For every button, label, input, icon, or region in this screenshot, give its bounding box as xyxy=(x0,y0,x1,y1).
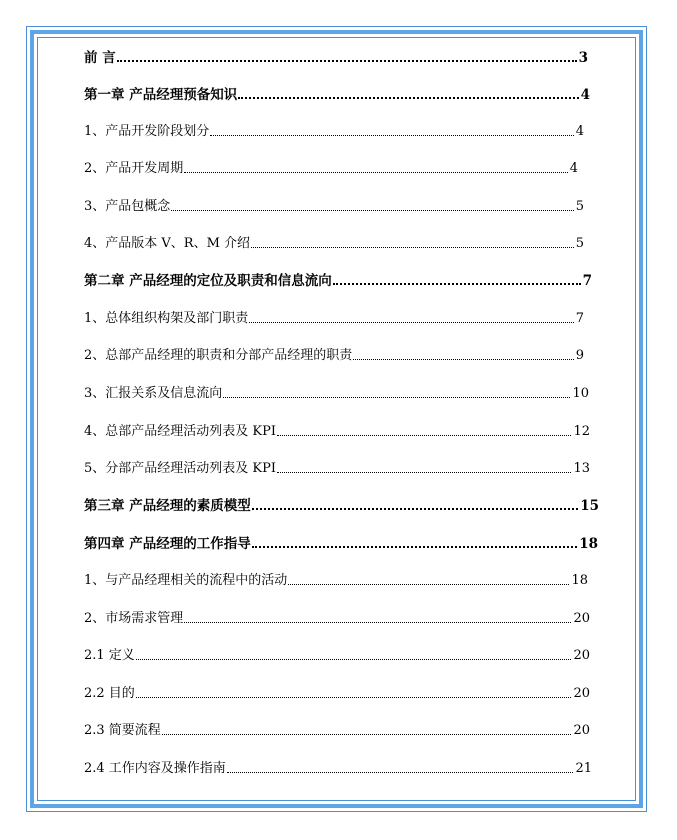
toc-entry[interactable] xyxy=(84,567,588,589)
toc-entry[interactable] xyxy=(84,680,590,702)
toc-page-number: 15 xyxy=(580,498,599,514)
toc-dot-leader xyxy=(171,209,573,211)
toc-dot-leader xyxy=(353,358,573,360)
toc-entry-title: 2.1 定义 xyxy=(84,648,135,663)
toc-dot-leader xyxy=(117,59,577,62)
toc-dot-leader xyxy=(210,134,573,136)
toc-entry-title: 2、总部产品经理的职责和分部产品经理的职责 xyxy=(84,348,353,363)
toc-heading[interactable] xyxy=(84,530,598,552)
toc-entry-title: 第三章 产品经理的素质模型 xyxy=(84,498,251,514)
toc-entry-title: 2、产品开发周期 xyxy=(84,161,184,176)
toc-page-number: 20 xyxy=(573,686,590,701)
toc-dot-leader xyxy=(333,282,581,285)
toc-entry-title: 前 言 xyxy=(84,50,116,66)
toc-page-number: 20 xyxy=(573,723,590,738)
toc-dot-leader xyxy=(251,246,574,248)
toc-page-number: 20 xyxy=(573,611,590,626)
toc-entry-title: 3、产品包概念 xyxy=(84,199,171,214)
toc-entry-title: 5、分部产品经理活动列表及 KPI xyxy=(84,461,276,476)
toc-dot-leader xyxy=(184,171,567,173)
toc-dot-leader xyxy=(252,545,578,548)
toc-page-number: 5 xyxy=(575,199,584,214)
toc-heading[interactable] xyxy=(84,44,588,66)
toc-entry-title: 4、产品版本 V、R、M 介绍 xyxy=(84,236,251,251)
toc-dot-leader xyxy=(238,96,578,99)
toc-entry-title: 1、产品开发阶段划分 xyxy=(84,124,210,139)
toc-entry-title: 第四章 产品经理的工作指导 xyxy=(84,536,251,552)
toc-entry[interactable] xyxy=(84,230,584,252)
toc-page-number: 4 xyxy=(580,87,590,103)
toc-page-number: 5 xyxy=(575,236,584,251)
toc-entry[interactable] xyxy=(84,755,592,777)
toc-page-number: 7 xyxy=(575,311,584,326)
toc-heading[interactable] xyxy=(84,81,590,103)
toc-entry-title: 2.2 目的 xyxy=(84,686,135,701)
toc-heading[interactable] xyxy=(84,267,592,289)
toc-entry-title: 2、市场需求管理 xyxy=(84,611,184,626)
toc-page-number: 18 xyxy=(571,573,588,588)
toc-page-number: 18 xyxy=(579,536,598,552)
toc-entry-title: 1、总体组织构架及部门职责 xyxy=(84,311,249,326)
toc-entry[interactable] xyxy=(84,342,584,364)
toc-entry[interactable] xyxy=(84,455,590,477)
toc-page-number: 3 xyxy=(578,50,588,66)
toc-entry-title: 2.4 工作内容及操作指南 xyxy=(84,761,226,776)
toc-entry[interactable] xyxy=(84,193,584,215)
toc-entry[interactable] xyxy=(84,717,590,739)
toc-dot-leader xyxy=(223,396,570,398)
toc-entry-title: 第二章 产品经理的定位及职责和信息流向 xyxy=(84,273,332,289)
toc-entry[interactable] xyxy=(84,118,584,140)
toc-heading[interactable] xyxy=(84,492,599,514)
toc-page-number: 9 xyxy=(575,348,584,363)
toc-page-number: 7 xyxy=(582,273,592,289)
toc-entry-title: 1、与产品经理相关的流程中的活动 xyxy=(84,573,288,588)
toc-entry-title: 第一章 产品经理预备知识 xyxy=(84,87,238,103)
toc-entry-title: 4、总部产品经理活动列表及 KPI xyxy=(84,424,276,439)
toc-dot-leader xyxy=(249,321,573,323)
toc-page-number: 4 xyxy=(575,124,584,139)
toc-page-number: 12 xyxy=(573,424,590,439)
toc-entry[interactable] xyxy=(84,642,590,664)
toc-page-number: 13 xyxy=(573,461,590,476)
toc-dot-leader xyxy=(277,471,571,473)
toc-entry[interactable] xyxy=(84,380,589,402)
toc-dot-leader xyxy=(136,696,572,698)
toc-page-number: 20 xyxy=(573,648,590,663)
toc-page-number: 4 xyxy=(569,161,578,176)
toc-entry-title: 2.3 简要流程 xyxy=(84,723,161,738)
toc-dot-leader xyxy=(162,733,572,735)
toc-page-number: 21 xyxy=(575,761,592,776)
toc-entry[interactable] xyxy=(84,305,584,327)
toc-entry[interactable] xyxy=(84,155,578,177)
toc-entry-title: 3、汇报关系及信息流向 xyxy=(84,386,223,401)
toc-entry[interactable] xyxy=(84,605,590,627)
toc-entry[interactable] xyxy=(84,418,590,440)
toc-dot-leader xyxy=(288,583,569,585)
toc-dot-leader xyxy=(227,771,574,773)
toc-dot-leader xyxy=(252,507,579,510)
toc-dot-leader xyxy=(136,658,572,660)
toc-page-number: 10 xyxy=(572,386,589,401)
toc-dot-leader xyxy=(184,621,571,623)
toc-dot-leader xyxy=(277,434,571,436)
